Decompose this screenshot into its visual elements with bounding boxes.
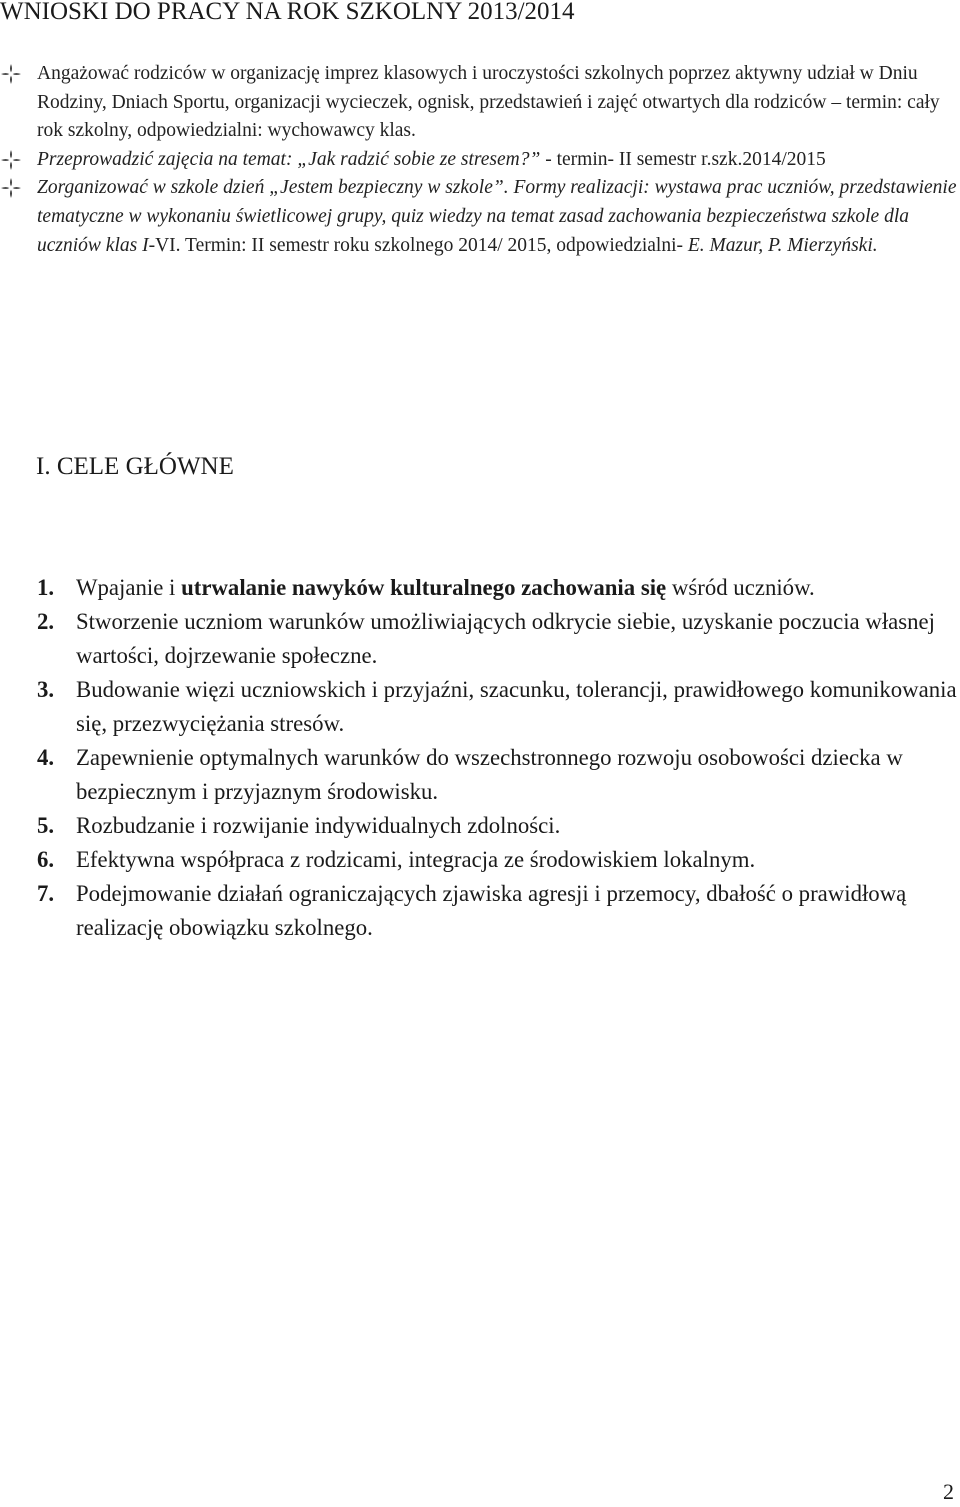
- goal-text: Budowanie więzi uczniowskich i przyjaźni, szacunku, tolerancji, prawidłowego komunikowania się, przezwyciężania stresów.: [76, 677, 957, 736]
- conclusions-list: [0, 60, 960, 260]
- goal-item: [0, 673, 960, 741]
- goal-number: 3.: [37, 677, 55, 702]
- conclusion-text: VI. Termin: II semestr roku szkolnego 2014/ 2015, odpowiedzialni-: [155, 234, 683, 256]
- goal-number: 6.: [37, 847, 55, 872]
- diamond-bullet-icon: [0, 149, 22, 171]
- goal-number: 2.: [37, 609, 55, 634]
- goal-number: 5.: [37, 813, 55, 838]
- goal-number: 7.: [37, 881, 55, 906]
- goal-item: [0, 843, 960, 877]
- goal-text: Stworzenie uczniom warunków umożliwiających odkrycie siebie, uzyskanie poczucia własnej wartości, dojrzewanie społeczne.: [76, 609, 936, 668]
- diamond-bullet-icon: [0, 177, 22, 199]
- conclusion-text: - termin- II semestr r.szk.2014/2015: [545, 148, 826, 170]
- goal-text: Efektywna współpraca z rodzicami, integracja ze środowiskiem lokalnym.: [76, 847, 756, 872]
- goal-bold-text: utrwalanie nawyków kulturalnego zachowania się: [181, 575, 667, 600]
- section-heading: I. CELE GŁÓWNE: [36, 453, 234, 480]
- goal-item: [0, 605, 960, 673]
- conclusion-italic-text: Przeprowadzić zajęcia na temat: „Jak radzić sobie ze stresem?”: [37, 148, 541, 170]
- conclusion-text: Angażować rodziców w organizację imprez klasowych i uroczystości szkolnych poprzez aktywny udział w Dniu Rodziny, Dniach Sportu, organizacji wycieczek, ognisk, przedstawień i zajęć otwartych dla rodziców – termin: cały rok szkolny, odpowiedzialni: wychowawcy klas.: [37, 63, 940, 142]
- goal-item: [0, 809, 960, 843]
- conclusion-italic-text: E. Mazur, P. Mierzyński.: [687, 234, 878, 256]
- goal-number: 4.: [37, 745, 55, 770]
- goal-text: Wpajanie i: [76, 575, 182, 600]
- goal-item: [0, 877, 960, 945]
- goal-item: [0, 571, 960, 605]
- diamond-bullet-icon: [0, 63, 22, 85]
- conclusion-item: [0, 60, 960, 146]
- goal-text: Podejmowanie działań ograniczających zjawiska agresji i przemocy, dbałość o prawidłową realizację obowiązku szkolnego.: [76, 881, 907, 940]
- goals-list: [0, 571, 960, 945]
- conclusion-item: [0, 174, 960, 260]
- document-title: WNIOSKI DO PRACY NA ROK SZKOLNY 2013/2014: [0, 0, 575, 25]
- conclusion-italic-text: Zorganizować w szkole dzień „Jestem bezpieczny w szkole”. Formy realizacji: wystawa prac uczniów, przedstawienie tematyczne w wykonaniu świetlicowej grupy, quiz wiedzy na temat zasad zachowania bezpieczeństwa szkole dla uczniów klas I-: [37, 177, 957, 256]
- page-number: 2: [943, 1479, 954, 1504]
- goal-text: wśród uczniów.: [666, 575, 815, 600]
- goal-text: Rozbudzanie i rozwijanie indywidualnych zdolności.: [76, 813, 561, 838]
- goal-text: Zapewnienie optymalnych warunków do wszechstronnego rozwoju osobowości dziecka w bezpiecznym i przyjaznym środowisku.: [76, 745, 903, 804]
- goal-number: 1.: [37, 575, 55, 600]
- conclusion-item: [0, 146, 960, 175]
- goal-item: [0, 741, 960, 809]
